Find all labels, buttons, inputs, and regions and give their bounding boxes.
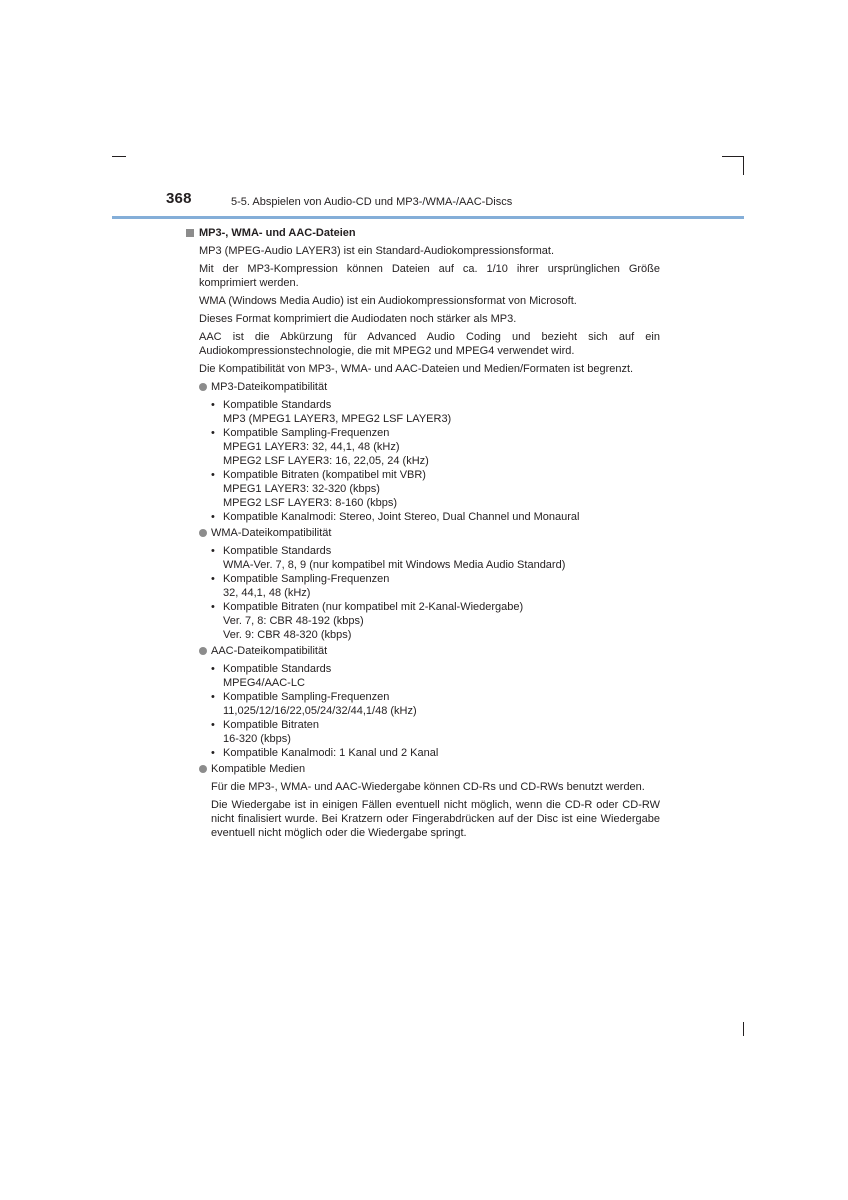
wma-list (186, 544, 660, 642)
list-item: • Kompatible Standards MP3 (MPEG1 LAYER3, MPEG2 LSF LAYER3) (211, 399, 452, 425)
list-item: • Kompatible Bitraten (nur kompatibel mit 2-Kanal-Wiedergabe) Ver. 7, 8: CBR 48-192 (kbps) Ver. 9: CBR 48-320 (kbps) (211, 601, 524, 641)
crop-mark (722, 156, 744, 157)
circle-bullet-icon (199, 529, 207, 537)
section-heading-text: MP3-, WMA- und AAC-Dateien (199, 227, 356, 239)
page-content (186, 226, 660, 844)
list-item: • Kompatible Sampling-Frequenzen 32, 44,1, 48 (kHz) (211, 573, 390, 599)
circle-bullet-icon (199, 765, 207, 773)
circle-bullet-icon (199, 647, 207, 655)
subheading-text: MP3-Dateikompatibilität (211, 381, 328, 393)
paragraph: Für die MP3-, WMA- und AAC-Wiedergabe können CD-Rs und CD-RWs benutzt werden. (211, 781, 645, 793)
list-item: • Kompatible Standards MPEG4/AAC-LC (211, 663, 332, 689)
running-head: 5-5. Abspielen von Audio-CD und MP3-/WMA-/AAC-Discs (231, 196, 513, 208)
paragraph: AAC ist die Abkürzung für Advanced Audio Coding und bezieht sich auf ein Audiokompressionstechnologie, die mit MPEG2 und MPEG4 verwendet wird. (199, 331, 660, 357)
page-number: 368 (166, 190, 192, 207)
paragraph: Mit der MP3-Kompression können Dateien auf ca. 1/10 ihrer ursprünglichen Größe komprimiert werden. (199, 263, 660, 289)
paragraph: WMA (Windows Media Audio) ist ein Audiokompressionsformat von Microsoft. (199, 295, 577, 307)
crop-mark (743, 156, 744, 175)
list-item: • Kompatible Bitraten 16-320 (kbps) (211, 719, 319, 745)
paragraph: Die Wiedergabe ist in einigen Fällen eventuell nicht möglich, wenn die CD-R oder CD-RW nicht finalisiert wurde. Bei Kratzern oder Fingerabdrücken auf der Disc ist eine Wiedergabe eventuell nicht möglich oder die Wiedergabe springt. (211, 799, 660, 839)
list-item: • Kompatible Kanalmodi: 1 Kanal und 2 Kanal (211, 747, 439, 759)
aac-list (186, 662, 660, 760)
list-item: • Kompatible Standards WMA-Ver. 7, 8, 9 (nur kompatibel mit Windows Media Audio Standard) (211, 545, 566, 571)
paragraph: Die Kompatibilität von MP3-, WMA- und AAC-Dateien und Medien/Formaten ist begrenzt. (199, 363, 634, 375)
crop-mark (112, 156, 126, 157)
paragraph: MP3 (MPEG-Audio LAYER3) ist ein Standard-Audiokompressionsformat. (199, 245, 554, 257)
subheading-text: Kompatible Medien (211, 763, 306, 775)
list-item: • Kompatible Sampling-Frequenzen MPEG1 LAYER3: 32, 44,1, 48 (kHz) MPEG2 LSF LAYER3: 16, 22,05, 24 (kHz) (211, 427, 429, 467)
crop-mark (743, 1022, 744, 1036)
subheading-text: WMA-Dateikompatibilität (211, 527, 332, 539)
subheading-text: AAC-Dateikompatibilität (211, 645, 328, 657)
list-item: • Kompatible Kanalmodi: Stereo, Joint Stereo, Dual Channel und Monaural (211, 511, 580, 523)
media-subheading (186, 762, 660, 776)
square-bullet-icon (186, 229, 194, 237)
header-rule (112, 216, 744, 219)
circle-bullet-icon (199, 383, 207, 391)
aac-subheading (186, 644, 660, 658)
list-item: • Kompatible Bitraten (kompatibel mit VBR) MPEG1 LAYER3: 32-320 (kbps) MPEG2 LSF LAYER3: 8-160 (kbps) (211, 469, 426, 509)
mp3-list (186, 398, 660, 524)
section-heading (186, 226, 660, 240)
wma-subheading (186, 526, 660, 540)
list-item: • Kompatible Sampling-Frequenzen 11,025/12/16/22,05/24/32/44,1/48 (kHz) (211, 691, 417, 717)
paragraph: Dieses Format komprimiert die Audiodaten noch stärker als MP3. (199, 313, 517, 325)
mp3-subheading (186, 380, 660, 394)
